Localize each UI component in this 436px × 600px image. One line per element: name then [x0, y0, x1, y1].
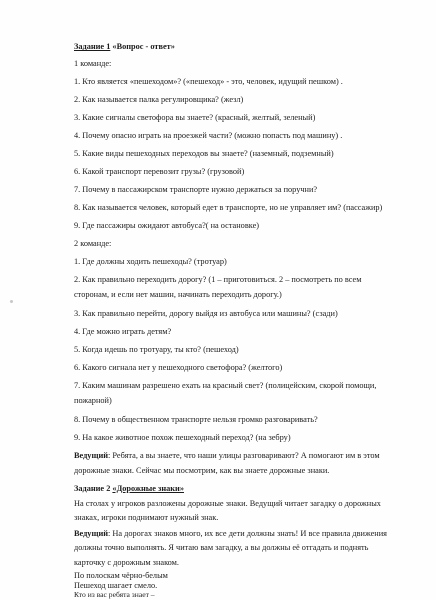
task1-leader-line-2: дорожные знаки. Сейчас мы посмотрим, как вы знаете дорожные знаки.: [74, 466, 330, 475]
team2-question-6: 6. Какого сигнала нет у пешеходного светофора? (желтого): [74, 363, 283, 372]
team2-question-3: 3. Как правильно перейти, дорогу выйдя из автобуса или машины? (сзади): [74, 309, 338, 318]
task1-leader-line-1: [74, 451, 424, 461]
task2-title-quote: «Дорожные знаки»: [112, 484, 184, 493]
riddle-line-3: Кто из вас ребята знает –: [74, 590, 155, 599]
task2-title-label: Задание 2: [74, 484, 111, 493]
task1-title: [74, 42, 424, 52]
team2-question-8: 8. Почему в общественном транспорте нельзя громко разговаривать?: [74, 415, 318, 424]
task2-leader-line-2: должны точно выполнять. Я читаю вам загадку, а вы должны её отгадать и поднять: [74, 543, 369, 552]
task2-intro-line-1: На столах у игроков разложены дорожные знаки. Ведущий читает загадку о дорожных: [74, 499, 381, 508]
team1-question-6: 6. Какой транспорт перевозит грузы? (грузовой): [74, 167, 245, 176]
task1-leader-text: : Ребята, а вы знаете, что наши улицы разговаривают? А помогают им в этом: [108, 451, 380, 460]
task1-title-label: Задание 1: [74, 42, 111, 51]
team2-question-9: 9. На какое животное похож пешеходный переход? (на зебру): [74, 433, 291, 442]
task2-leader-text: : На дорогах знаков много, их все дети должны знать! И все правила движения: [108, 529, 387, 538]
task2-leader-label: Ведущий: [74, 529, 109, 538]
task2-intro-line-2: знаках, игроки поднимают нужный знак.: [74, 513, 219, 522]
team1-label: 1 команде:: [74, 59, 112, 68]
riddle-line-1: По полоскам чёрно-белым: [74, 571, 168, 580]
team1-question-7: 7. Почему в пассажирском транспорте нужно держаться за поручни?: [74, 185, 318, 194]
team2-question-2: 2. Как правильно переходить дорогу? (1 – приготовиться. 2 – посмотреть по всем: [74, 275, 362, 284]
task1-leader-label: Ведущий: [74, 451, 109, 460]
team2-label: 2 команде:: [74, 239, 112, 248]
team1-question-2: 2. Как называется палка регулировщика? (жезл): [74, 95, 244, 104]
team1-question-4: 4. Почему опасно играть на проезжей части? (можно попасть под машину) .: [74, 131, 343, 140]
team2-question-4: 4. Где можно играть детям?: [74, 327, 172, 336]
scan-speck: [10, 300, 13, 303]
task2-leader-line-3: карточку с дорожным знаком.: [74, 558, 179, 567]
team2-question-1: 1. Где должны ходить пешеходы? (тротуар): [74, 257, 227, 266]
team2-question-2-cont: сторонам, и если нет машин, начинать переходить дорогу.): [74, 290, 282, 299]
team1-question-3: 3. Какие сигналы светофора вы знаете? (красный, желтый, зеленый): [74, 113, 316, 122]
team2-question-7-cont: пожарной): [74, 396, 112, 405]
team2-question-7: 7. Каким машинам разрешено ехать на красный свет? (полицейским, скорой помощи,: [74, 381, 377, 390]
team1-question-5: 5. Какие виды пешеходных переходов вы знаете? (наземный, подземный): [74, 149, 334, 158]
task2-leader-line-1: [74, 529, 424, 539]
task1-title-quote: «Вопрос - ответ»: [112, 42, 175, 51]
team1-question-8: 8. Как называется человек, который едет в транспорте, но не управляет им? (пассажир): [74, 203, 383, 212]
task2-title: [74, 484, 424, 494]
team1-question-1: 1. Кто является «пешеходом»? («пешеход» - это, человек, идущий пешком) .: [74, 77, 343, 86]
team2-question-5: 5. Когда идешь по тротуару, ты кто? (пешеход): [74, 345, 239, 354]
team1-question-9: 9. Где пассажиры ожидают автобуса?( на остановке): [74, 221, 260, 230]
riddle-line-2: Пешеход шагает смело.: [74, 581, 158, 590]
